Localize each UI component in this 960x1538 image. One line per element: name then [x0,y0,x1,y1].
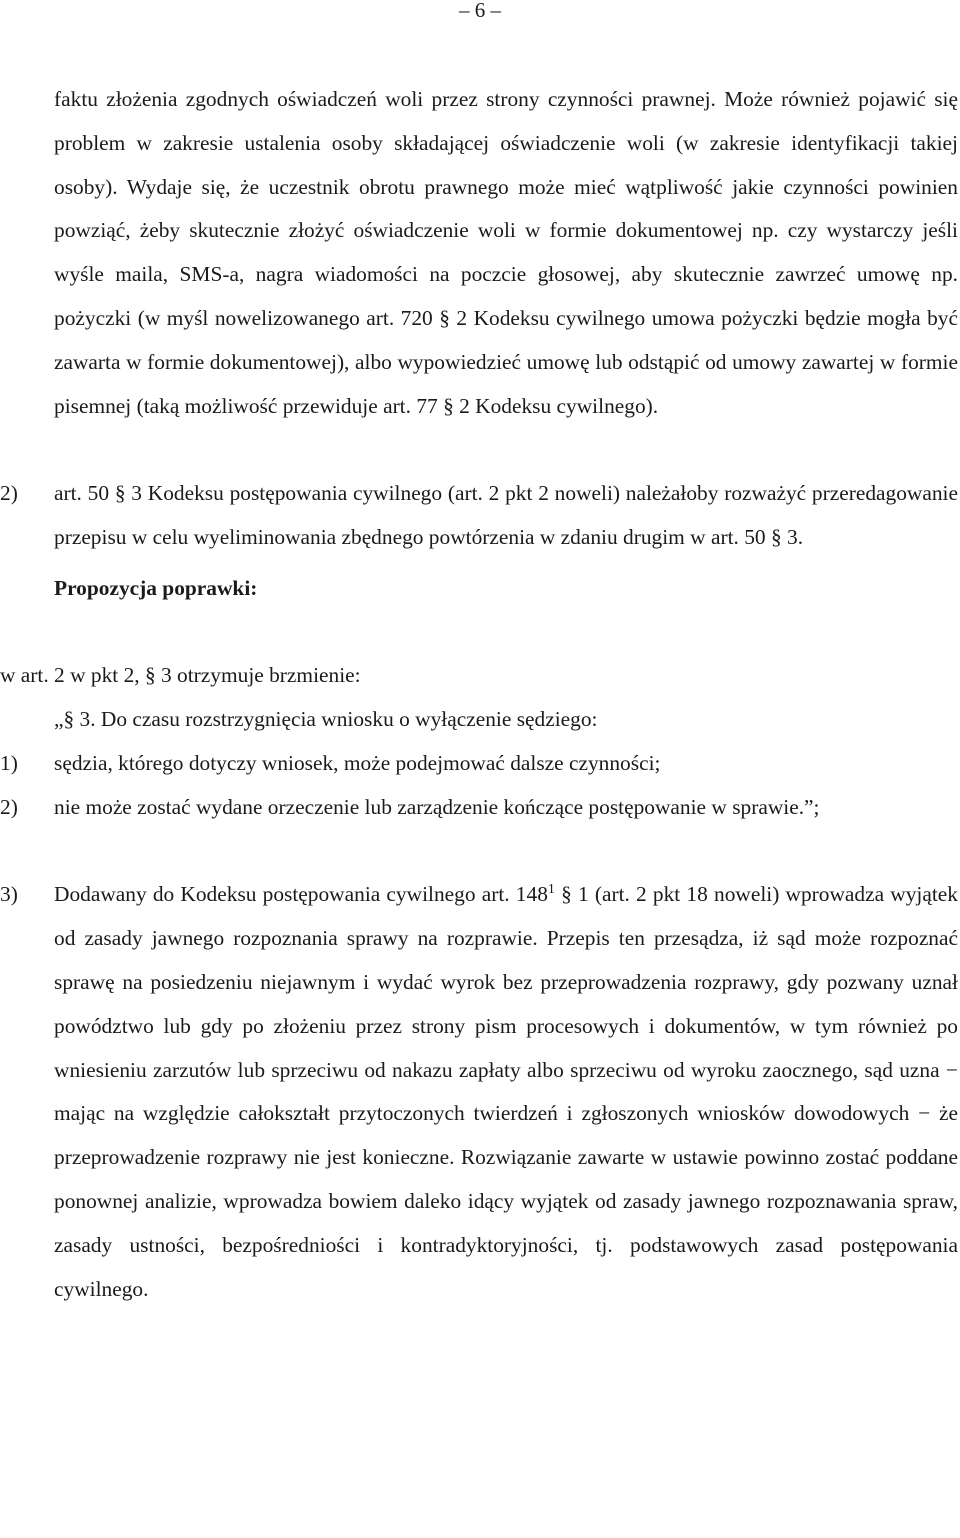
amendment-quote [0,698,958,829]
list-item-3 [0,873,958,1311]
quote-sub-item-2 [0,786,958,830]
text-segment: § 1 (art. 2 pkt 18 noweli) wprowadza wyjątek od zasady jawnego rozpoznania sprawy na rozprawie. Przepis ten przesądza, iż sąd może rozpoznać sprawę na posiedzeniu niejawnym i wydać wyrok bez przeprowadzenia rozprawy, gdy pozwany uznał powództwo lub gdy po złożeniu przez strony pism procesowych i dokumentów, w tym również po wniesieniu zarzutów lub sprzeciwu od nakazu zapłaty albo sprzeciwu od wyroku zaocznego, sąd uzna − mając na względzie całokształt przytoczonych twierdzeń i zgłoszonych wniosków dowodowych − że przeprowadzenie rozprawy nie jest konieczne. Rozwiązanie zawarte w ustawie powinno zostać poddane ponownej analizie, wprowadza bowiem daleko idący wyjątek od zasady jawnego rozpoznawania spraw, zasady ustności, bezpośredniości i kontradyktoryjności, tj. podstawowych zasad postępowania cywilnego. [54,882,958,1301]
spacer [54,611,958,655]
quote-line: „§ 3. Do czasu rozstrzygnięcia wniosku o wyłączenie sędziego: [54,707,598,732]
amendment-intro: w art. 2 w pkt 2, § 3 otrzymuje brzmienie: [0,663,361,688]
list-number: 3) [0,882,18,907]
paragraph-continuation: faktu złożenia zgodnych oświadczeń woli przez strony czynności prawnej. Może również pojawić się problem w zakresie ustalenia osoby składającej oświadczenie woli (w zakresie identyfikacji takiej osoby). Wydaje się, że uczestnik obrotu prawnego może mieć wątpliwość jakie czynności powinien powziąć, żeby skutecznie złożyć oświadczenie woli w formie dokumentowej np. czy wystarczy jeśli wyśle maila, SMS-a, nagra wiadomości na poczcie głosowej, aby skutecznie zawrzeć umowę np. pożyczki (w myśl nowelizowanego art. 720 § 2 Kodeksu cywilnego umowa pożyczki będzie mogła być zawarta w formie dokumentowej), albo wypowiedzieć umowę lub odstąpić od umowy zawartej w formie pisemnej (taką możliwość przewiduje art. 77 § 2 Kodeksu cywilnego). [54,87,958,418]
sub-item-number: 1) [0,750,18,775]
sub-item-text: sędzia, którego dotyczy wniosek, może podejmować dalsze czynności; [54,750,661,775]
page-number: – 6 – [459,0,501,22]
sub-item-number: 2) [0,794,18,819]
list-number: 2) [0,481,18,506]
spacer [54,428,958,472]
quote-sub-item-1 [0,742,958,786]
superscript: 1 [547,882,555,898]
document-body [0,78,958,1311]
sub-item-text: nie może zostać wydane orzeczenie lub zarządzenie kończące postępowanie w sprawie.”; [54,794,820,819]
spacer [54,830,958,874]
list-item-text: art. 50 § 3 Kodeksu postępowania cywilnego (art. 2 pkt 2 noweli) należałoby rozważyć przeredagowanie przepisu w celu wyeliminowania zbędnego powtórzenia w zdaniu drugim w art. 50 § 3. [54,481,958,549]
list-item-text [54,873,958,1311]
text-segment: Dodawany do Kodeksu postępowania cywilnego art. 148 [54,882,548,907]
amendment-heading: Propozycja poprawki: [54,575,258,600]
list-item-2 [0,472,958,560]
